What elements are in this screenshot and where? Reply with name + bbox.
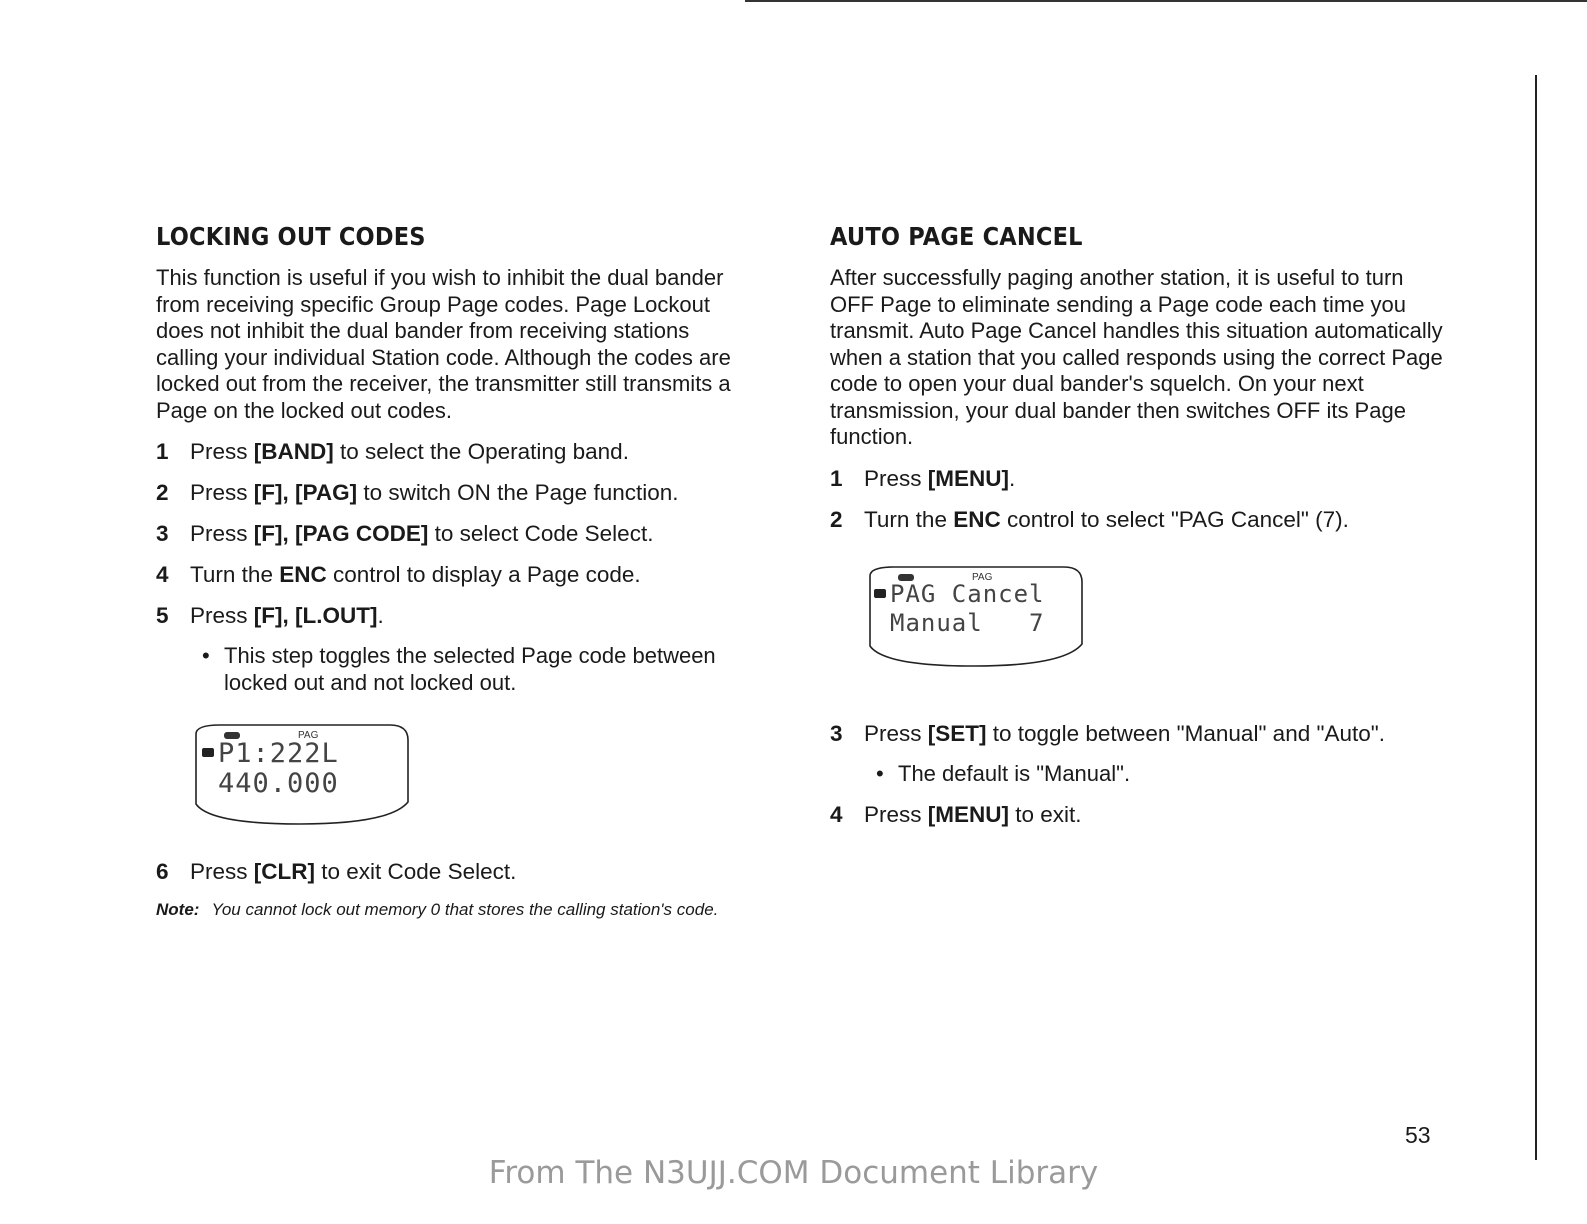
step-text: Press	[190, 439, 254, 464]
lcd-line-1: P1:222L	[218, 738, 339, 769]
step-key: [MENU]	[927, 802, 1009, 827]
bullet-note	[156, 643, 756, 696]
step-key: [CLR]	[253, 859, 315, 884]
step-text: Press	[864, 720, 928, 746]
step-1	[830, 465, 1450, 493]
step-text: Press	[864, 802, 928, 827]
lcd-display-pag-cancel	[864, 564, 1086, 670]
step-text: to exit.	[1009, 802, 1082, 827]
step-text: Turn the	[190, 562, 280, 587]
step-number: 1	[830, 465, 843, 491]
step-text: to switch ON the Page function.	[357, 480, 679, 505]
step-key: [MENU]	[927, 465, 1009, 491]
step-key: [F], [PAG]	[253, 480, 358, 505]
pag-indicator: PAG	[298, 730, 319, 741]
intro-paragraph: After successfully paging another station, it is useful to turn OFF Page to eliminate sending a Page code each time you transmit. Auto Page Cancel handles this situation automatically when a station that you called responds using the correct Page code to open your dual bander's squelch. On your next transmission, your dual bander then switches OFF its Page function.	[830, 265, 1443, 449]
step-3	[156, 520, 756, 548]
step-text: to select Code Select.	[428, 521, 654, 546]
step-text: control to select "PAG Cancel" (7).	[1000, 506, 1349, 532]
note-text: You cannot lock out memory 0 that stores the calling station's code.	[211, 900, 719, 919]
step-text: .	[1009, 465, 1016, 491]
step-number: 2	[156, 480, 169, 505]
lcd-line-2: 440.000	[218, 768, 339, 799]
top-rule	[745, 0, 1587, 2]
locking-out-codes-section	[156, 222, 756, 921]
step-text: Press	[190, 859, 254, 884]
bullet-text: The default is "Manual".	[898, 760, 1131, 786]
bullet-note	[830, 761, 1450, 788]
step-6	[156, 858, 756, 886]
step-number: 2	[830, 506, 843, 532]
step-text: to exit Code Select.	[315, 859, 517, 884]
step-4	[156, 561, 756, 589]
step-key: ENC	[279, 562, 327, 587]
step-number: 3	[156, 521, 169, 546]
lcd-line-2: Manual 7	[890, 608, 1045, 637]
auto-page-cancel-section	[830, 222, 1450, 842]
step-number: 1	[156, 439, 169, 464]
step-2	[830, 506, 1450, 534]
step-number: 4	[156, 562, 169, 587]
step-text: Press	[190, 521, 254, 546]
step-key: [BAND]	[253, 439, 334, 464]
step-1	[156, 438, 756, 466]
step-4	[830, 801, 1450, 829]
hi-power-icon	[202, 748, 214, 757]
step-3	[830, 720, 1450, 748]
step-number: 6	[156, 859, 169, 884]
note-label: Note:	[156, 900, 200, 919]
intro-paragraph: This function is useful if you wish to inhibit the dual bander from receiving specific Group Page codes. Page Lockout does not inhibit the dual bander from receiving stations calling your individual Station code. Although the codes are locked out from the receiver, the transmitter still transmits a Page on the locked out codes.	[156, 265, 731, 423]
lcd-display-page-code	[190, 722, 412, 828]
section-title: AUTO PAGE CANCEL	[830, 222, 1083, 251]
hi-power-icon	[874, 589, 886, 598]
note	[156, 899, 756, 921]
page-number: 53	[1405, 1122, 1431, 1148]
step-text: .	[377, 603, 384, 628]
step-number: 4	[830, 802, 843, 827]
step-text: control to display a Page code.	[326, 562, 641, 587]
pag-indicator: PAG	[972, 571, 993, 583]
step-text: Turn the	[864, 506, 954, 532]
footer-watermark: From The N3UJJ.COM Document Library	[488, 1155, 1099, 1191]
step-text: Press	[864, 465, 928, 491]
step-key: [F], [L.OUT]	[253, 603, 378, 628]
step-text: to select the Operating band.	[333, 439, 629, 464]
bullet-dot: •	[202, 643, 210, 668]
bullet-text: This step toggles the selected Page code between locked out and not locked out.	[224, 643, 716, 695]
step-text: Press	[190, 480, 254, 505]
step-number: 5	[156, 603, 169, 628]
right-rule	[1535, 75, 1537, 1160]
bullet-dot: •	[876, 760, 884, 786]
step-text: Press	[190, 603, 254, 628]
step-key: [SET]	[927, 720, 987, 746]
section-title: LOCKING OUT CODES	[156, 222, 426, 251]
step-key: ENC	[953, 506, 1001, 532]
lcd-line-1: PAG Cancel	[890, 579, 1045, 608]
step-2	[156, 479, 756, 507]
step-number: 3	[830, 720, 843, 746]
step-text: to toggle between "Manual" and "Auto".	[986, 720, 1385, 746]
step-key: [F], [PAG CODE]	[253, 521, 429, 546]
step-5	[156, 602, 756, 630]
